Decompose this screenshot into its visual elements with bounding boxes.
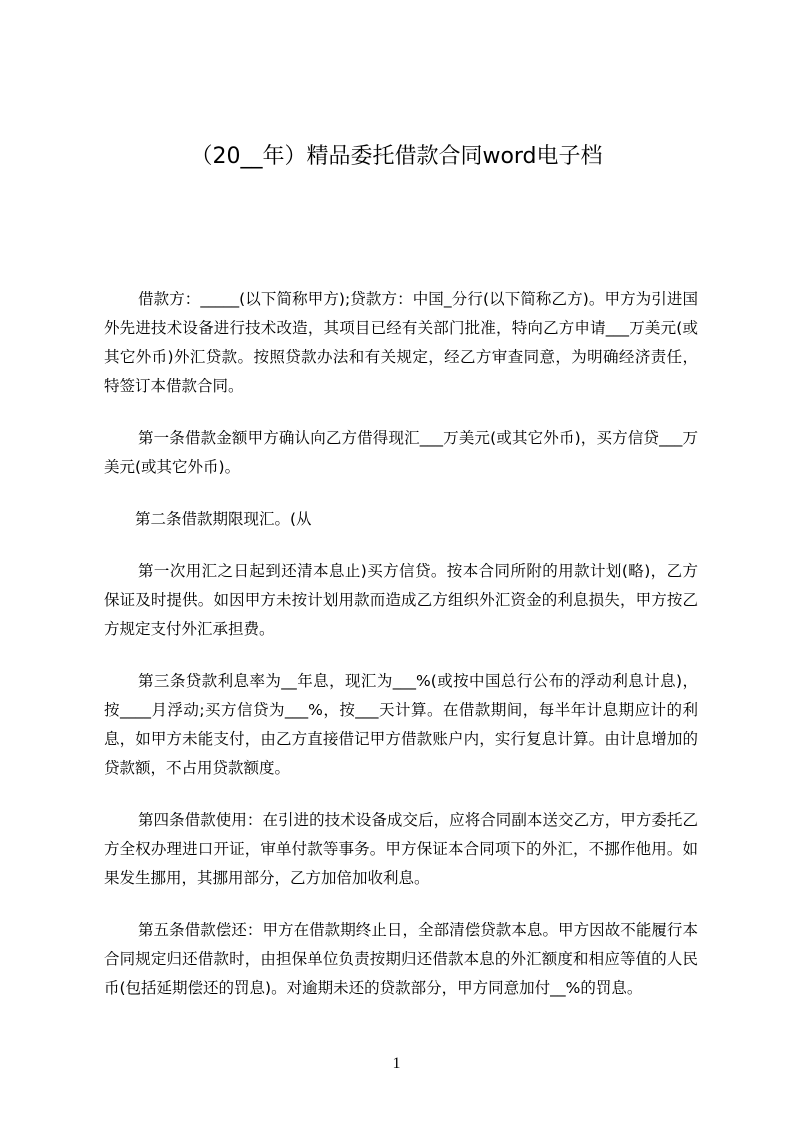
paragraph-article-5: 第五条借款偿还：甲方在借款期终止日，全部清偿贷款本息。甲方因故不能履行本合同规定归还借款时，由担保单位负责按期归还借款本息的外汇额度和相应等值的人民币(包括延期偿还的罚息)。对逾期未还的贷款部分，甲方同意加付__%的罚息。 [104, 921, 698, 997]
paragraph-article-2-continued: 第一次用汇之日起到还清本息止)买方信贷。按本合同所附的用款计划(略)，乙方保证及时提供。如因甲方未按计划用款而造成乙方组织外汇资金的利息损失，甲方按乙方规定支付外汇承担费。 [104, 562, 698, 638]
paragraph-article-1: 第一条借款金额甲方确认向乙方借得现汇___万美元(或其它外币)，买方信贷___万美元(或其它外币)。 [104, 429, 698, 476]
paragraph-intro: 借款方：_____(以下简称甲方);贷款方：中国_分行(以下简称乙方)。甲方为引进国外先进技术设备进行技术改造，其项目已经有关部门批准，特向乙方申请___万美元(或其它外币)外汇贷款。按照贷款办法和有关规定，经乙方审查同意，为明确经济责任，特签订本借款合同。 [104, 290, 698, 395]
paragraph-article-3: 第三条贷款利息率为__年息，现汇为___%(或按中国总行公布的浮动利息计息)，按____月浮动;买方信贷为___%，按___天计算。在借款期间，每半年计息期应计的利息，如甲方未能支付，由乙方直接借记甲方借款账户内，实行复息计算。由计息增加的贷款额，不占用贷款额度。 [104, 672, 698, 777]
document-title: （20__年）精品委托借款合同word电子档 [190, 144, 603, 169]
paragraph-article-2: 第二条借款期限现汇。(从 [135, 510, 312, 528]
page-number: 1 [392, 1055, 401, 1072]
document-body [104, 285, 698, 1003]
paragraph-article-4: 第四条借款使用：在引进的技术设备成交后，应将合同副本送交乙方，甲方委托乙方全权办理进口开证，审单付款等事务。甲方保证本合同项下的外汇，不挪作他用。如果发生挪用，其挪用部分，乙方加倍加收利息。 [104, 811, 698, 887]
